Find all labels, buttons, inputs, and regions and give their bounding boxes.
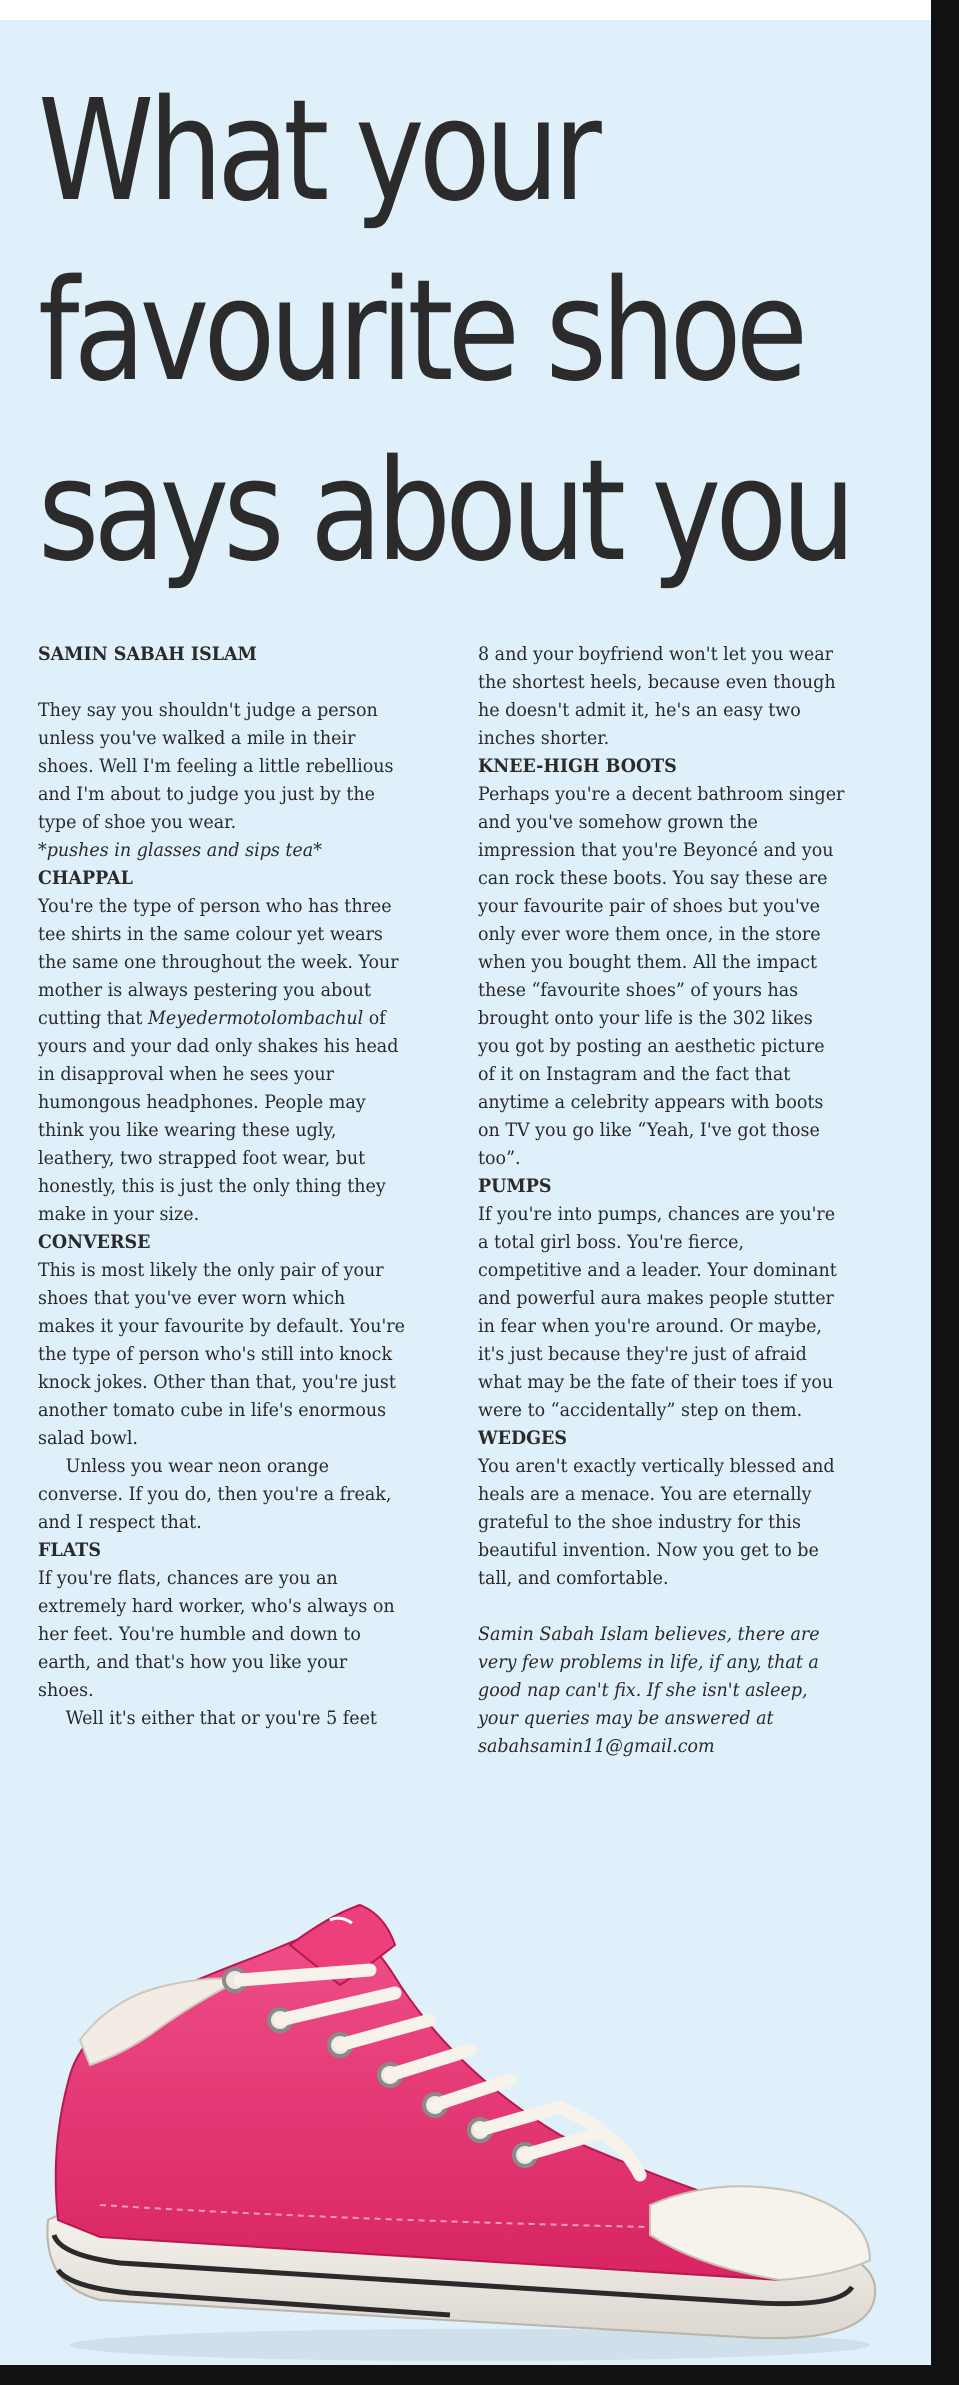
section-heading-pumps: PUMPS [478,1175,552,1197]
section-body-pumps: If you're into pumps, chances are you're a total girl boss. You're fierce, competitive and a leader. Your dominant and powerful aura makes people stutter in fear when you're around. Or maybe, it's just because they're just of afraid what may be the fate of their toes if you were to “accidentally” step on them. [478,1203,837,1421]
headline-line-3: says about you [38,430,851,593]
pink-sneaker-illustration [40,1875,890,2365]
sneaker-image [40,1875,890,2365]
section-body-flats-2b: 8 and your boyfriend won't let you wear the shortest heels, because even though he doesn't admit it, he's an easy two inches shorter. [478,643,836,749]
section-heading-flats: FLATS [38,1539,101,1561]
section-body-chappal [38,892,406,1228]
section-body-flats-2a: Well it's either that or you're 5 feet [65,1707,377,1729]
section-heading-boots: KNEE-HIGH BOOTS [478,755,677,777]
section-body-wedges: You aren't exactly vertically blessed and heals are a menace. You are eternally grateful to the shoe industry for this beautiful invention. Now you get to be tall, and comfortable. [478,1455,835,1589]
section-body-boots: Perhaps you're a decent bathroom singer and you've somehow grown the impression that you're Beyoncé and you can rock these boots. You say these are your favourite pair of shoes but you've only ever wore them once, in the store when you bought them. All the impact these “favourite shoes” of yours has brought onto your life is the 302 likes you got by posting an aesthetic picture of it on Instagram and the fact that anytime a celebrity appears with boots on TV you go like “Yeah, I've got those too”. [478,783,845,1169]
chappal-text-b: of yours and your dad only shakes his head in disapproval when he sees your humongous headphones. People may think you like wearing these ugly, leathery, two strapped foot wear, but honestly, this is just the only thing they make in your size. [38,1007,399,1225]
section-body-converse: This is most likely the only pair of your shoes that you've ever worn which makes it your favourite by default. You're the type of person who's still into knock knock jokes. Other than that, you're just another tomato cube in life's enormous salad bowl. [38,1259,405,1449]
section-heading-chappal: CHAPPAL [38,867,133,889]
article-page [0,20,931,2365]
section-heading-converse: CONVERSE [38,1231,151,1253]
article-column-left [38,640,406,1732]
page-edge-right [931,0,959,2385]
section-body-flats: If you're flats, chances are you an extremely hard worker, who's always on her feet. You're humble and down to earth, and that's how you like your shoes. [38,1567,395,1701]
headline-line-1: What your [38,70,596,233]
chappal-text-italic: Meyedermotolombachul [147,1007,364,1029]
byline: SAMIN SABAH ISLAM [38,643,257,665]
intro-aside: *pushes in glasses and sips tea* [38,839,322,861]
page-edge-bottom [0,2365,959,2385]
section-heading-wedges: WEDGES [478,1427,567,1449]
headline-line-2: favourite shoe [38,250,803,413]
chappal-text-a: You're the type of person who has three tee shirts in the same colour yet wears the same one throughout the week. Your mother is always pestering you about cutting that [38,895,399,1029]
article-column-right [478,640,846,1760]
author-bio: Samin Sabah Islam believes, there are very few problems in life, if any, that a good nap can't fix. If she isn't asleep, your queries may be answered at sabahsamin11@gmail.com [478,1623,820,1757]
intro-paragraph: They say you shouldn't judge a person unless you've walked a mile in their shoes. Well I'm feeling a little rebellious and I'm about to judge you just by the type of shoe you wear. [38,699,394,833]
section-body-converse-2: Unless you wear neon orange converse. If you do, then you're a freak, and I respect that. [38,1455,392,1533]
headline [38,62,851,602]
